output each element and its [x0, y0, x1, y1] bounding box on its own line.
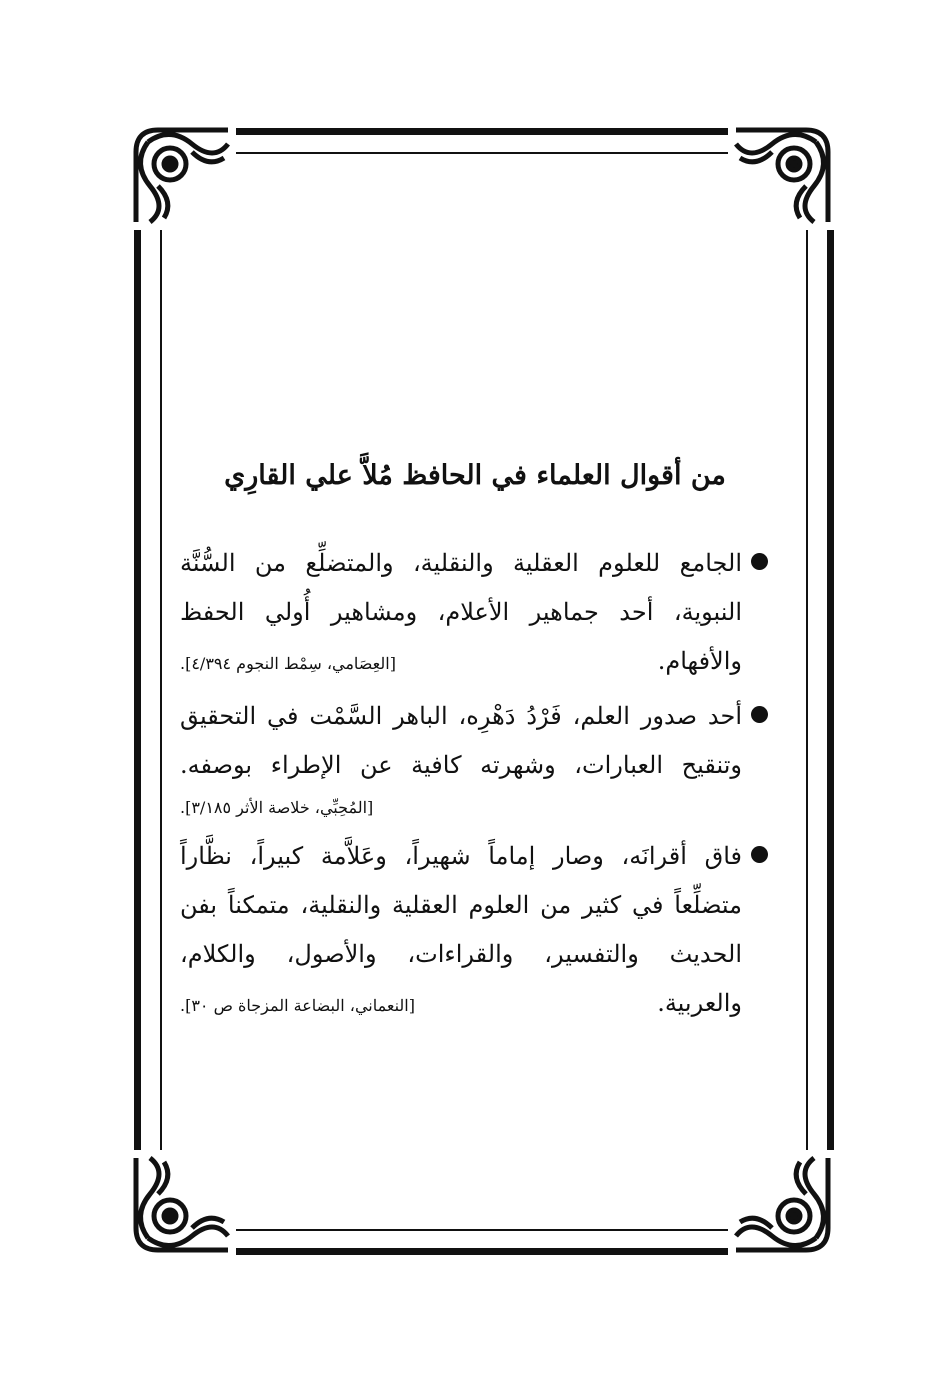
bullet-icon — [751, 553, 768, 570]
citation: [النعماني، البضاعة المزجاة ص ٣٠]. — [180, 996, 415, 1015]
quote-line: الجامع للعلوم العقلية والنقلية، والمتضلِّع من السُّنَّة — [180, 549, 742, 577]
bullet-icon — [751, 706, 768, 723]
quote-line: والعربية. — [657, 989, 742, 1017]
citation: [العِصَامي، سِمْط النجوم ٤/٣٩٤]. — [180, 654, 396, 673]
quote-entry — [180, 692, 770, 826]
corner-ornament-icon — [728, 1150, 836, 1258]
corner-ornament-icon — [728, 122, 836, 230]
corner-ornament-icon — [128, 1150, 236, 1258]
quote-line: الحديث والتفسير، والقراءات، والأصول، والكلام، — [180, 940, 742, 968]
bullet-icon — [751, 846, 768, 863]
page-title: من أقوال العلماء في الحافظ مُلاَّ علي القارِي — [224, 460, 726, 491]
quote-entry — [180, 832, 770, 1028]
quote-line: وتنقيح العبارات، وشهرته كافية عن الإطراء بوصفه. — [180, 751, 742, 779]
quote-line: أحد صدور العلم، فَرْدُ دَهْرِه، الباهر السَّمْت في التحقيق — [180, 702, 742, 730]
page-content — [180, 440, 770, 1034]
quote-line-with-citation — [180, 979, 742, 1028]
quote-line: متضلِّعاً في كثير من العلوم العقلية والنقلية، متمكناً بفن — [180, 891, 742, 919]
quote-entry — [180, 539, 770, 686]
quote-line: النبوية، أحد جماهير الأعلام، ومشاهير أُولي الحفظ — [180, 598, 742, 626]
quote-line: والأفهام. — [657, 647, 742, 675]
quote-line-with-citation — [180, 637, 742, 686]
quote-line: فاق أقرانَه، وصار إماماً شهيراً، وعَلاَّمة كبيراً، نظَّاراً — [180, 842, 742, 870]
corner-ornament-icon — [128, 122, 236, 230]
citation: [المُحِبِّي، خلاصة الأثر ٣/١٨٥]. — [180, 798, 374, 817]
